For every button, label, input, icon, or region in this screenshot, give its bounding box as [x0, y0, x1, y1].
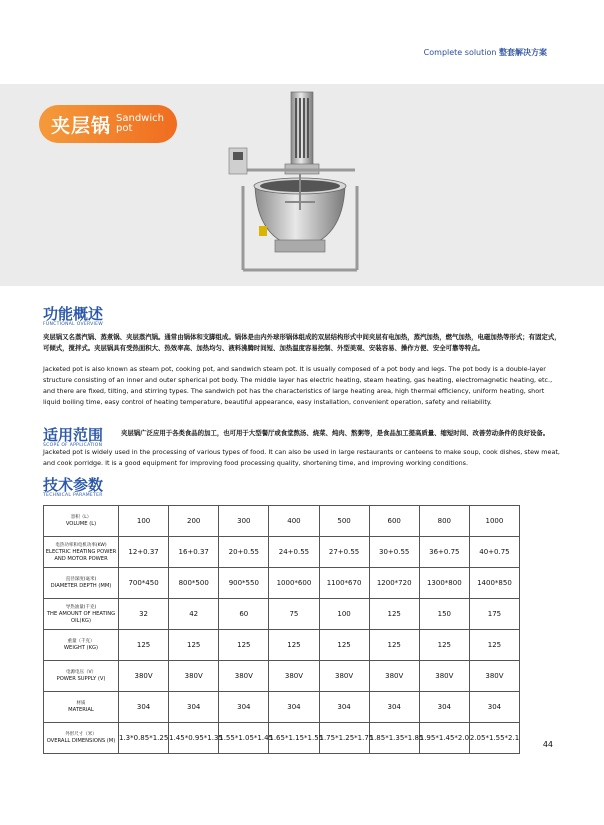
table-cell: 304: [169, 692, 219, 723]
table-cell: 1.95*1.45*2.0: [419, 723, 469, 754]
table-cell: 20+0.55: [219, 537, 269, 568]
table-cell: 380V: [319, 661, 369, 692]
table-cell: 1200*720: [369, 568, 419, 599]
table-cell: 304: [469, 692, 519, 723]
table-cell: 500: [319, 506, 369, 537]
row-label: [44, 506, 119, 537]
row-label-zh: 直径深度(毫米): [65, 577, 97, 582]
row-label-zh: 重量（千克）: [67, 639, 95, 644]
row-label-en: WEIGHT (KG): [63, 645, 99, 651]
row-label-zh: 容积（L）: [70, 515, 92, 520]
technical-subtitle: TECHNICAL PARAMETER: [43, 493, 103, 498]
table-cell: 150: [419, 599, 469, 630]
row-label: [44, 661, 119, 692]
table-cell: 1000: [469, 506, 519, 537]
table-cell: 304: [269, 692, 319, 723]
header-en: Complete solution: [423, 48, 497, 57]
table-cell: 380V: [369, 661, 419, 692]
table-cell: 380V: [469, 661, 519, 692]
table-cell: 800: [419, 506, 469, 537]
table-cell: 600: [369, 506, 419, 537]
table-row: [44, 537, 520, 568]
page-number: 44: [542, 740, 553, 749]
table-cell: 380V: [269, 661, 319, 692]
technical-title: 技术参数: [43, 476, 104, 494]
table-row: [44, 661, 520, 692]
table-cell: 125: [469, 630, 519, 661]
functional-subtitle: FUNCTIONAL OVERVIEW: [43, 322, 104, 327]
table-cell: 304: [119, 692, 169, 723]
row-label-zh: 外形尺寸（米）: [65, 732, 97, 737]
table-cell: 32: [119, 599, 169, 630]
row-label: [44, 599, 119, 630]
application-title: 适用范围: [43, 426, 104, 444]
functional-title: 功能概述: [43, 305, 104, 323]
table-cell: 1100*670: [319, 568, 369, 599]
table-cell: 42: [169, 599, 219, 630]
table-cell: 1.3*0.85*1.25: [119, 723, 169, 754]
row-label: [44, 630, 119, 661]
table-cell: 304: [369, 692, 419, 723]
header-zh: 整套解决方案: [499, 48, 547, 57]
row-label: [44, 692, 119, 723]
row-label-en: ELECTRIC HEATING POWER AND MOTOR POWER: [45, 548, 117, 562]
table-cell: 1400*850: [469, 568, 519, 599]
row-label: [44, 568, 119, 599]
table-cell: 1000*600: [269, 568, 319, 599]
application-zh: 夹层锅广泛应用于各类食品的加工，也可用于大型餐厅或食堂熬汤、烧菜、炖肉、熬粥等，是食品加工提高质量、缩短时间、改善劳动条件的良好设备。: [121, 429, 550, 437]
row-label-zh: 电热功率和电机功率(KW): [55, 542, 107, 548]
table-cell: 200: [169, 506, 219, 537]
table-cell: 125: [219, 630, 269, 661]
table-cell: 125: [319, 630, 369, 661]
table-cell: 24+0.55: [269, 537, 319, 568]
table-cell: 12+0.37: [119, 537, 169, 568]
table-cell: 304: [219, 692, 269, 723]
table-cell: 16+0.37: [169, 537, 219, 568]
sandwich-pot-image: [215, 90, 385, 280]
table-cell: 1.85*1.35*1.85: [369, 723, 419, 754]
table-cell: 27+0.55: [319, 537, 369, 568]
table-cell: 125: [369, 599, 419, 630]
table-cell: 75: [269, 599, 319, 630]
table-cell: 304: [419, 692, 469, 723]
table-cell: 400: [269, 506, 319, 537]
row-label-zh: 导热油量(千克): [65, 604, 97, 610]
table-row: [44, 723, 520, 754]
table-cell: 2.05*1.55*2.1: [469, 723, 519, 754]
table-cell: 380V: [119, 661, 169, 692]
badge-en: [116, 114, 164, 134]
table-cell: 304: [319, 692, 369, 723]
row-label-en: DIAMETER DEPTH (MM): [50, 583, 112, 589]
page-header: [424, 47, 547, 58]
table-cell: 900*550: [219, 568, 269, 599]
application-subtitle: SCOPE OF APPLICATION: [43, 443, 103, 448]
row-label-zh: 材质: [76, 701, 86, 706]
technical-table: [43, 505, 520, 754]
table-cell: 700*450: [119, 568, 169, 599]
table-row: [44, 599, 520, 630]
table-row: [44, 506, 520, 537]
table-cell: 380V: [419, 661, 469, 692]
table-cell: 380V: [169, 661, 219, 692]
functional-en: Jacketed pot is also known as steam pot, cooking pot, and sandwich steam pot. It is usually composed of a pot body and legs. The pot body is a double-layer structure consisting of an inner and outer spherical pot body. The middle layer has electric heating, steam heating, gas heating, electromagnetic heating, etc., and there are fixed, tilting, and stirring types. The sandwich pot has the characteristics of large heating area, high thermal efficiency, uniform heating, short liquid boiling time, easy control of heating temperature, beautiful appearance, easy installation, convenient operation, safety and reliability.: [43, 365, 553, 406]
table-cell: 100: [319, 599, 369, 630]
table-cell: 125: [169, 630, 219, 661]
table-row: [44, 692, 520, 723]
badge-zh: 夹层锅: [51, 114, 112, 137]
table-cell: 40+0.75: [469, 537, 519, 568]
table-cell: 175: [469, 599, 519, 630]
row-label-zh: 电源电压（V）: [65, 670, 97, 675]
product-badge: [39, 105, 177, 143]
table-cell: 125: [369, 630, 419, 661]
application-en: Jacketed pot is widely used in the processing of various types of food. It can also be used in large restaurants or canteens to make soup, cook dishes, stew meat, and cook porridge. It is a good equipment for improving food processing quality, shortening time, and improving working conditions.: [43, 448, 560, 467]
row-label-en: VOLUME (L): [65, 521, 97, 527]
table-cell: 1.75*1.25*1.75: [319, 723, 369, 754]
table-row: [44, 568, 520, 599]
table-cell: 380V: [219, 661, 269, 692]
table-cell: 1300*800: [419, 568, 469, 599]
table-cell: 1.45*0.95*1.35: [169, 723, 219, 754]
table-cell: 100: [119, 506, 169, 537]
row-label: [44, 723, 119, 754]
row-label-en: THE AMOUNT OF HEATING OIL(KG): [46, 610, 116, 624]
table-cell: 125: [269, 630, 319, 661]
table-cell: 125: [119, 630, 169, 661]
table-cell: 125: [419, 630, 469, 661]
badge-en-line1: Sandwich: [116, 113, 164, 124]
table-cell: 60: [219, 599, 269, 630]
table-cell: 300: [219, 506, 269, 537]
row-label-en: POWER SUPPLY (V): [56, 676, 106, 682]
table-cell: 800*500: [169, 568, 219, 599]
table-cell: 1.65*1.15*1.55: [269, 723, 319, 754]
row-label-en: MATERIAL: [68, 707, 94, 713]
row-label: [44, 537, 119, 568]
badge-en-line2: pot: [116, 123, 133, 134]
table-cell: 1.55*1.05*1.45: [219, 723, 269, 754]
row-label-en: OVERALL DIMENSIONS (M): [46, 738, 116, 744]
table-cell: 36+0.75: [419, 537, 469, 568]
table-cell: 30+0.55: [369, 537, 419, 568]
functional-zh: 夹层锅又名蒸汽锅、蒸煮锅、夹层蒸汽锅。通常由锅体和支脚组成。锅体是由内外球形锅体组成的双层结构形式中间夹层有电加热，蒸汽加热，燃气加热，电磁加热等形式；有固定式，可倾式，搅拌式。夹层锅具有受热面积大、热效率高、加热均匀、液料沸腾时间短、加热温度容易控制、外型美观、安装容易、操作方便、安全可靠等特点。: [43, 333, 561, 352]
table-row: [44, 630, 520, 661]
